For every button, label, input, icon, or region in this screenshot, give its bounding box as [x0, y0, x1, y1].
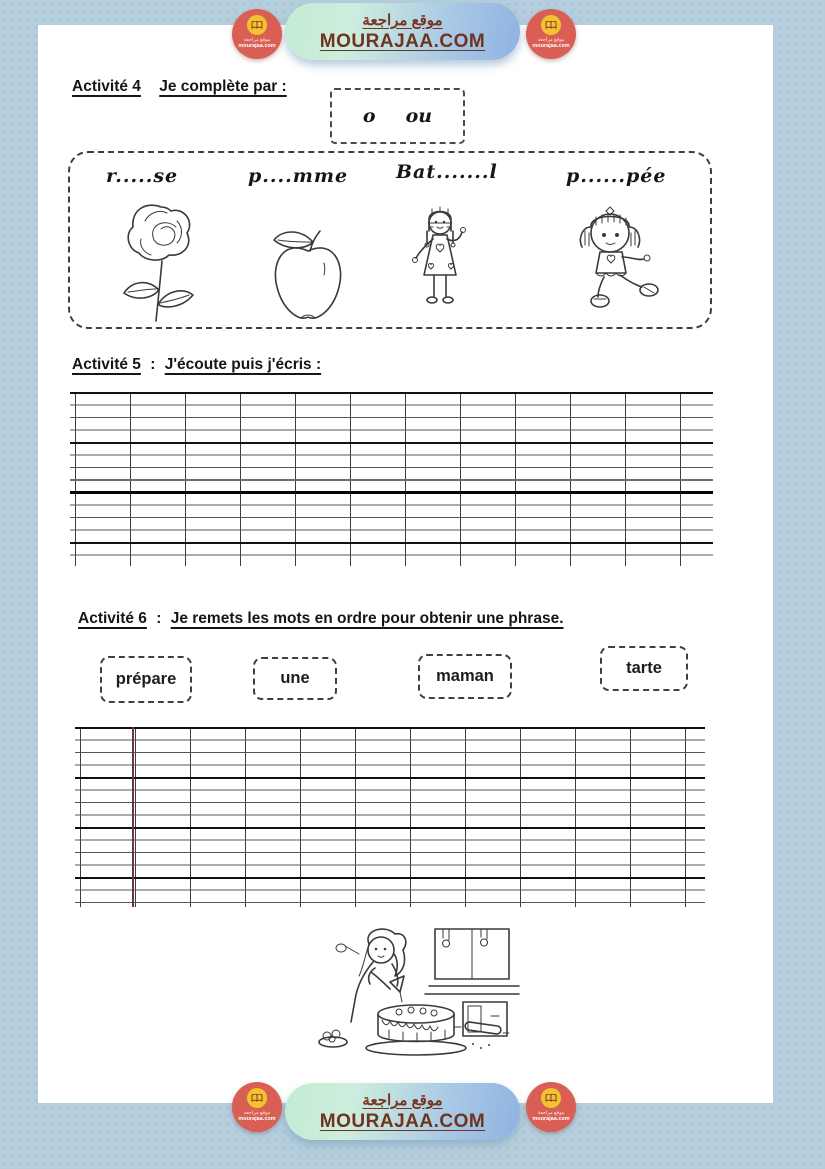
activity4-heading [72, 78, 287, 96]
doll-illustration [556, 205, 664, 309]
badge-site-url: mourajaa.com [238, 43, 276, 49]
activity6-heading [78, 610, 564, 628]
rose-illustration [115, 199, 207, 327]
site-name-pill-top [285, 3, 520, 60]
activity4-title: Activité 4 [72, 78, 141, 95]
choice-o: o [362, 105, 376, 127]
badge-site-url: mourajaa.com [238, 1116, 276, 1122]
word-card-une: une [253, 657, 337, 700]
worksheet-page [38, 25, 773, 1103]
badge-site-url: mourajaa.com [532, 1116, 570, 1122]
site-logo-badge-bottom-right [526, 1082, 576, 1132]
maman-prepare-tarte-illustration [315, 926, 521, 1060]
site-logo-badge-top-right [526, 9, 576, 59]
badge-site-name-ar: موقع مراجعة [243, 37, 271, 43]
word-card-tarte: tarte [600, 646, 688, 691]
book-icon [541, 1088, 561, 1108]
activity5-separator: : [150, 356, 156, 373]
site-name-arabic-link-top[interactable]: موقع مراجعة [362, 11, 443, 29]
activity5-instruction: J'écoute puis j'écris : [164, 356, 322, 373]
apple-illustration [266, 225, 350, 325]
grid-heavy-line [70, 491, 713, 494]
girl-illustration [406, 205, 474, 311]
activity5-title: Activité 5 [72, 356, 141, 373]
writing-grid-activity6 [75, 727, 705, 907]
book-icon [541, 15, 561, 35]
activity5-heading [72, 356, 321, 374]
fill-word-batoul: Bat.......l [396, 161, 498, 183]
grid-gray-line [70, 479, 713, 481]
badge-site-name-ar: موقع مراجعة [537, 37, 565, 43]
activity4-items-box [68, 151, 712, 329]
word-card-maman: maman [418, 654, 512, 699]
writing-grid-activity5 [70, 392, 713, 566]
badge-site-name-ar: موقع مراجعة [537, 1110, 565, 1116]
fill-word-poupee: p......pée [566, 165, 667, 187]
site-name-arabic-link-bottom[interactable]: موقع مراجعة [362, 1091, 443, 1109]
fill-word-pomme: p....mme [248, 165, 349, 187]
book-icon [247, 15, 267, 35]
word-card-prepare: prépare [100, 656, 192, 703]
site-name-link-bottom[interactable]: MOURAJAA.COM [319, 1110, 486, 1132]
activity6-separator: : [156, 610, 162, 627]
site-logo-badge-bottom-left [232, 1082, 282, 1132]
site-name-link-top[interactable]: MOURAJAA.COM [319, 30, 486, 52]
fill-word-rose: r.....se [106, 165, 179, 187]
choice-box [330, 88, 465, 144]
activity4-instruction: Je complète par : [159, 78, 287, 95]
site-name-pill-bottom [285, 1083, 520, 1140]
activity6-title: Activité 6 [78, 610, 147, 627]
activity6-instruction: Je remets les mots en ordre pour obtenir une phrase. [170, 610, 564, 627]
badge-site-name-ar: موقع مراجعة [243, 1110, 271, 1116]
choice-ou: ou [405, 105, 433, 127]
grid-margin-line [132, 727, 134, 907]
badge-site-url: mourajaa.com [532, 43, 570, 49]
site-logo-badge-top-left [232, 9, 282, 59]
book-icon [247, 1088, 267, 1108]
